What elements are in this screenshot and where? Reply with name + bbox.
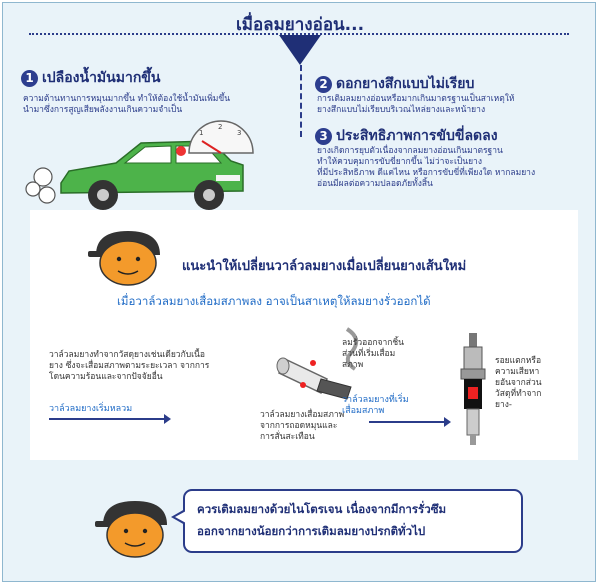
bubble-line-1: ควรเติมลมยางด้วยไนโตรเจน เนื่องจากมีการรั่วซึม [197, 502, 447, 516]
point-1-line-1: ความต้านทานการหมุนมากขึ้น ทำให้ต้องใช้น้ำมันเพิ่มขึ้น [23, 94, 231, 104]
mechanic-face-icon-2 [95, 497, 173, 559]
point-3-heading [315, 125, 498, 147]
point-2-heading [315, 73, 474, 95]
point-3-line-1: ยางเกิดการยุบตัวเนื่องจากลมยางอ่อนเกินมาตรฐาน [317, 146, 503, 156]
point-2-text [317, 94, 515, 116]
valve-description [49, 350, 209, 383]
down-triangle-icon [279, 35, 321, 65]
speech-bubble [183, 489, 523, 553]
arrow-right-icon [49, 418, 165, 420]
point-2-line-2: ยางสึกแบบไม่เรียบบริเวณไหล่ยางและหน้ายาง [317, 105, 486, 115]
gauge-mark-3: 3 [237, 129, 242, 137]
point-3-line-3: ที่มีประสิทธิภาพ ดีแค่ไหน หรือการขับขี่ที่เพียงใด หากลมยาง [317, 168, 536, 178]
infographic [2, 2, 596, 582]
valve-desc-line-2: ยาง ซึ่งจะเสื่อมสภาพตามระยะเวลา จากการ [49, 361, 210, 371]
point-2-line-1: การเติมลมยางอ่อนหรือมากเกินมาตรฐานเป็นสาเหตุให้ [317, 94, 515, 104]
point-3-line-2: ทำให้ควบคุมการขับขี่ยากขึ้น ไม่ว่าจะเป็นยาง [317, 157, 482, 167]
valve-desc-line-1: วาล์วลมยางทำจากวัสดุยางเช่นเดียวกับเนื้อ [49, 350, 205, 360]
point-3-text [317, 146, 535, 190]
point-1-heading [21, 67, 160, 89]
point-1-heading-text: เปลืองน้ำมันมากขึ้น [42, 70, 161, 86]
crack-note-line-5: ยาง- [495, 400, 512, 410]
worn-caption-line-1: วาล์วลมยางเสื่อมสภาพ [260, 410, 345, 420]
valve-desc-line-3: โดนความร้อนและจากปัจจัยอื่น [49, 372, 163, 382]
worn-caption-line-2: จากการถอดหมุนและ [260, 421, 338, 431]
gauge-mark-2: 2 [218, 123, 223, 131]
point-3-line-4: อ่อนมีผลต่อความปลอดภัยทั้งสิ้น [317, 179, 433, 189]
exhaust-smoke-icon [26, 168, 55, 203]
recommend-subtitle: เมื่อวาล์วลมยางเสื่อมสภาพลง อาจเป็นสาเหตุให้ลมยางรั่วออกได้ [117, 294, 431, 308]
crack-note-line-1: รอยแตกหรือ [495, 356, 542, 366]
point-1-line-2: นำมาซึ่งการสูญเสียพลังงานเกินความจำเป็น [23, 105, 183, 115]
point-2-heading-text: ดอกยางสึกแบบไม่เรียบ [336, 76, 475, 92]
valve-core-illustration [455, 333, 491, 445]
page-title: เมื่อลมยางอ่อน... [235, 15, 365, 35]
valve-start-line-1: วาล์วลมยางที่เริ่ม [342, 395, 409, 405]
crack-note-line-4: วัสดุที่ทำจาก [495, 389, 542, 399]
arrow-right-icon-2 [369, 421, 445, 423]
point-3-heading-text: ประสิทธิภาพการขับขี่ลดลง [336, 128, 498, 144]
bubble-text [197, 498, 446, 542]
leak-note [342, 338, 404, 371]
worn-valve-caption [260, 410, 344, 443]
valve-worn-label: วาล์วลมยางเริ่มหลวม [49, 404, 133, 414]
valve-start-line-2: เสื่อมสภาพ [342, 406, 385, 416]
leak-note-line-1: ลมรั่วออกจากชิ้น [342, 338, 404, 348]
crack-note [495, 356, 542, 411]
valve-start-label [342, 395, 409, 417]
worn-caption-line-3: การสั่นสะเทือน [260, 432, 315, 442]
leak-note-line-2: ส่วนที่เริ่มเสื่อม [342, 349, 396, 359]
gauge-mark-1: 1 [199, 129, 204, 137]
mechanic-face-icon [88, 227, 168, 287]
number-3-badge: 3 [315, 128, 332, 145]
crack-note-line-2: ความเสียหา [495, 367, 540, 377]
number-2-badge: 2 [315, 76, 332, 93]
crack-note-line-3: ยอันจากส่วน [495, 378, 542, 388]
bubble-line-2: ออกจากยางน้อยกว่าการเติมลมยางปรกติทั่วไป [197, 524, 426, 538]
leak-note-line-3: สภาพ [342, 360, 364, 370]
recommend-heading: แนะนำให้เปลี่ยนวาล์วลมยางเมื่อเปลี่ยนยางเส้นใหม่ [182, 259, 467, 274]
number-1-badge: 1 [21, 70, 38, 87]
